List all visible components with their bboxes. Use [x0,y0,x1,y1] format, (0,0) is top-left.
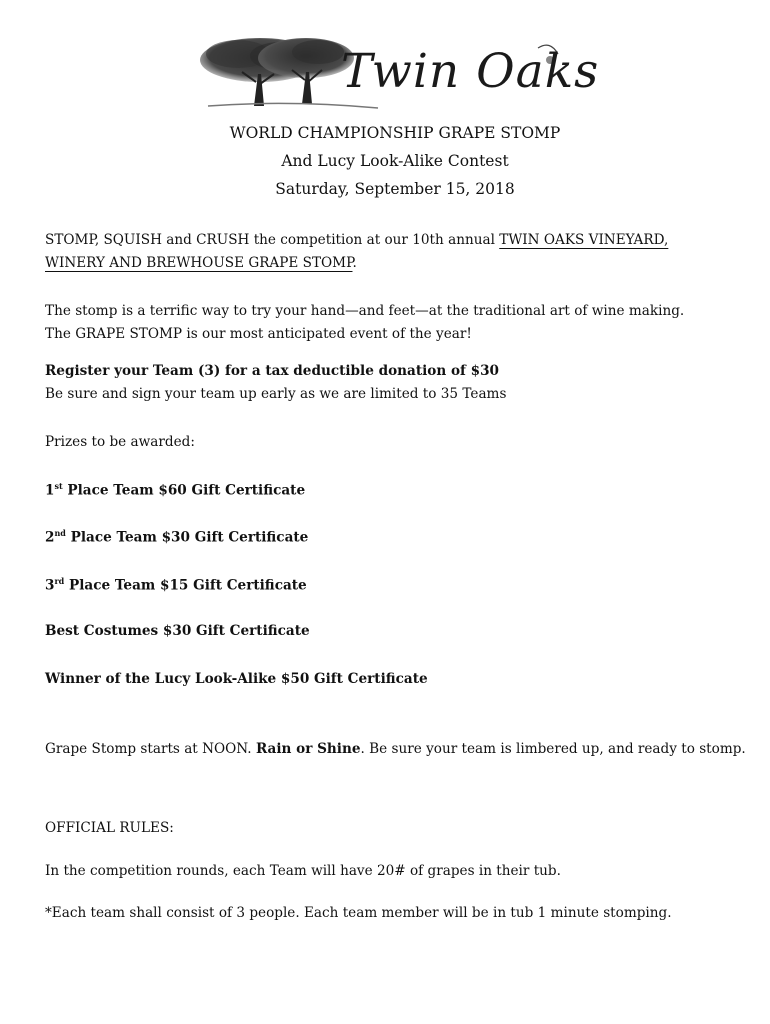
register-note: Be sure and sign your team up early as we are limited to 35 Teams [45,386,507,402]
prize-rank: 2 [45,529,55,546]
prize-rank: 1 [45,482,55,499]
rules-title: OFFICIAL RULES: [45,820,174,836]
rule-item: *Each team shall consist of 3 people. Each team member will be in tub 1 minute stomping. [45,905,672,921]
prizes-intro: Prizes to be awarded: [45,434,195,450]
prize-item: Best Costumes $30 Gift Certificate [45,623,310,639]
event-title: WORLD CHAMPIONSHIP GRAPE STOMP [229,124,561,142]
description-paragraph: The stomp is a terrific way to try your hand—and feet—at the traditional art of wine making. The GRAPE STOMP is our most anticipated event of the year! [45,303,685,342]
start-time-line [45,741,746,757]
prize-item [45,576,307,594]
event-date: Saturday, September 15, 2018 [275,180,515,198]
prize-text: Place Team $15 Gift Certificate [64,577,307,594]
start-prefix: Grape Stomp starts at NOON. [45,741,256,757]
prize-rank-suffix: nd [54,528,66,538]
prize-text: Place Team $60 Gift Certificate [62,482,306,499]
prize-item [45,528,308,546]
intro-prefix: STOMP, SQUISH and CRUSH the competition at our 10th annual [45,232,500,248]
start-suffix: . Be sure your team is limbered up, and ready to stomp. [360,741,746,757]
register-title: Register your Team (3) for a tax deductible donation of $30 [45,363,500,379]
prize-text: Place Team $30 Gift Certificate [65,529,309,546]
prize-rank-suffix: st [54,481,63,491]
intro-suffix: . [352,255,357,271]
event-subtitle: And Lucy Look-Alike Contest [281,152,509,170]
rule-item: In the competition rounds, each Team will have 20# of grapes in their tub. [45,863,561,879]
prize-rank-suffix: rd [54,576,65,586]
rain-or-shine: Rain or Shine [255,741,361,757]
venue-name: TWIN OAKS VINEYARD, WINERY AND BREWHOUSE GRAPE STOMP [45,232,669,271]
prize-rank: 3 [45,577,55,594]
prize-item: Winner of the Lucy Look-Alike $50 Gift Certificate [45,671,428,687]
prize-item [45,481,305,499]
intro-paragraph [45,229,705,275]
twin-oaks-wordmark: Twin Oaks [341,44,600,99]
